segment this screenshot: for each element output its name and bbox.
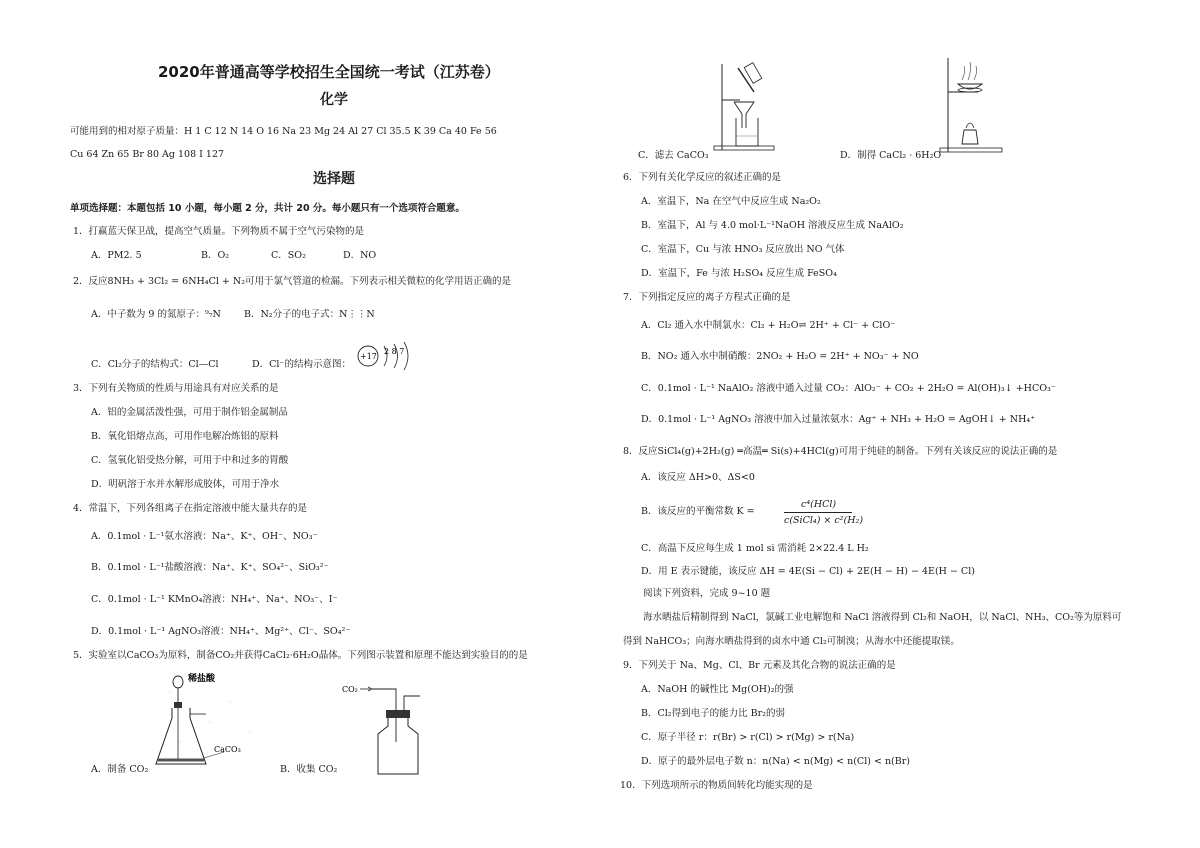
atomic-masses-line2: Cu 64 Zn 65 Br 80 Ag 108 I 127 [70,149,225,160]
q6-option-d: D．室温下，Fe 与浓 H₂SO₄ 反应生成 FeSO₄ [641,268,837,279]
q4-option-a: A．0.1mol · L⁻¹氨水溶液：Na⁺、K⁺、OH⁻、NO₃⁻ [91,531,318,542]
q3-stem: 3．下列有关物质的性质与用途具有对应关系的是 [73,383,279,394]
q5-stem: 5．实验室以CaCO₃为原料，制备CO₂并获得CaCl₂·6H₂O晶体。下列图示装置和原理不能达到实验目的的是 [73,650,528,661]
q4-stem: 4．常温下，下列各组离子在指定溶液中能大量共存的是 [73,503,308,514]
reading-line2: 得到 NaHCO₃；向海水晒盐得到的卤水中通 Cl₂可制溴；从海水中还能提取镁。 [623,636,960,647]
co2-collection-apparatus [342,682,432,776]
q8-stem: 8．反应SiCl₄(g)+2H₂(g) ═高温═ Si(s)+4HCl(g)可用于纯硅的制备。下列有关该反应的说法正确的是 [623,446,1058,457]
exam-title: 2020年普通高等学校招生全国统一考试（江苏卷） [158,63,500,81]
q9-option-b: B．Cl₂得到电子的能力比 Br₂的弱 [641,708,785,719]
q8-option-b: B．该反应的平衡常数 K = [641,506,755,517]
q2-option-d: D．Cl⁻的结构示意图： [252,359,351,370]
ion-nucleus-label: +17 [360,352,377,361]
fraction-bar [784,512,852,513]
q2-option-c: C．Cl₂分子的结构式：Cl—Cl [91,359,219,370]
q9-stem: 9．下列关于 Na、Mg、Cl、Br 元素及其化合物的说法正确的是 [623,660,896,671]
q10-stem: 10．下列选项所示的物质间转化均能实现的是 [620,780,813,791]
q3-option-c: C．氢氧化铝受热分解，可用于中和过多的胃酸 [91,455,289,466]
q3-option-d: D．明矾溶于水并水解形成胶体，可用于净水 [91,479,280,490]
ion-shell-label: 2 8 7 [384,347,405,356]
reading-intro: 阅读下列资料，完成 9~10 题 [643,588,771,599]
q9-option-a: A．NaOH 的碱性比 Mg(OH)₂的强 [641,684,794,695]
q7-option-b: B．NO₂ 通入水中制硝酸：2NO₂ + H₂O = 2H⁺ + NO₃⁻ + NO [641,351,919,362]
q5-option-a: A．制备 CO₂ [91,764,149,775]
q7-option-d: D．0.1mol · L⁻¹ AgNO₃ 溶液中加入过量浓氨水：Ag⁺ + NH₃ + H₂O = AgOH↓ + NH₄⁺ [641,414,1036,425]
q6-option-c: C．室温下，Cu 与浓 HNO₃ 反应放出 NO 气体 [641,244,845,255]
filtration-apparatus [712,62,782,152]
cl-ion-structure-diagram [356,342,426,370]
label-caco3: CaCO₃ [214,745,241,754]
q5-option-b: B．收集 CO₂ [280,764,338,775]
q2-option-a: A．中子数为 9 的氮原子：⁹₇N [91,309,221,320]
q7-option-a: A．Cl₂ 通入水中制氯水：Cl₂ + H₂O⇌ 2H⁺ + Cl⁻ + ClO⁻ [641,320,896,331]
equilibrium-constant-numerator: c⁴(HCl) [801,499,837,510]
q4-option-c: C．0.1mol · L⁻¹ KMnO₄溶液：NH₄⁺、Na⁺、NO₃⁻、I⁻ [91,594,338,605]
q7-stem: 7．下列指定反应的离子方程式正确的是 [623,292,791,303]
subject-title: 化学 [320,92,348,108]
q9-option-d: D．原子的最外层电子数 n：n(Na) < n(Mg) < n(Cl) < n(Br) [641,756,910,767]
q1-option-b: B．O₂ [201,250,230,261]
q1-option-c: C．SO₂ [271,250,306,261]
label-dilute-hcl: 稀盐酸 [188,674,216,684]
q2-option-b: B．N₂分子的电子式：N⋮⋮N [244,309,375,320]
equilibrium-constant-denominator: c(SiCl₄) × c²(H₂) [784,515,864,526]
atomic-masses-line1: 可能用到的相对原子质量：H 1 C 12 N 14 O 16 Na 23 Mg 24 Al 27 Cl 35.5 K 39 Ca 40 Fe 56 [70,126,497,137]
evaporation-apparatus [938,58,1008,154]
q4-option-d: D．0.1mol · L⁻¹ AgNO₃溶液：NH₄⁺、Mg²⁺、Cl⁻、SO₄²⁻ [91,626,351,637]
co2-generator-apparatus [150,672,280,772]
q4-option-b: B．0.1mol · L⁻¹盐酸溶液：Na⁺、K⁺、SO₄²⁻、SiO₃²⁻ [91,562,329,573]
q8-option-c: C．高温下反应每生成 1 mol si 需消耗 2×22.4 L H₂ [641,543,869,554]
q6-option-a: A．室温下，Na 在空气中反应生成 Na₂O₂ [641,196,821,207]
q8-option-a: A．该反应 ΔH>0、ΔS<0 [641,472,755,483]
q1-option-a: A．PM2. 5 [91,250,142,261]
q1-option-d: D．NO [343,250,377,261]
section-title: 选择题 [313,171,355,187]
q6-option-b: B．室温下，Al 与 4.0 mol·L⁻¹NaOH 溶液反应生成 NaAlO₂ [641,220,904,231]
q3-option-a: A．铝的金属活泼性强，可用于制作铝金属制品 [91,407,288,418]
q5-option-c: C．滤去 CaCO₃ [638,150,709,161]
section-instruction: 单项选择题：本题包括 10 小题，每小题 2 分，共计 20 分。每小题只有一个选项符合题意。 [70,203,465,214]
label-co2: CO₂ [342,685,358,694]
q2-stem: 2．反应8NH₃ + 3Cl₂ = 6NH₄Cl + N₂可用于氯气管道的检漏。下列表示相关微粒的化学用语正确的是 [73,276,512,287]
q1-stem: 1．打赢蓝天保卫战，提高空气质量。下列物质不属于空气污染物的是 [73,226,365,237]
q3-option-b: B．氧化铝熔点高，可用作电解冶炼铝的原料 [91,431,279,442]
q5-option-d: D．制得 CaCl₂ · 6H₂O [840,150,942,161]
q7-option-c: C．0.1mol · L⁻¹ NaAlO₂ 溶液中通入过量 CO₂：AlO₂⁻ + CO₂ + 2H₂O = Al(OH)₃↓ +HCO₃⁻ [641,383,1056,394]
q6-stem: 6．下列有关化学反应的叙述正确的是 [623,172,782,183]
q9-option-c: C．原子半径 r：r(Br) > r(Cl) > r(Mg) > r(Na) [641,732,855,743]
q8-option-d: D．用 E 表示键能，该反应 ΔH = 4E(Si − Cl) + 2E(H − H) − 4E(H − Cl) [641,566,975,577]
reading-line1: 海水晒盐后精制得到 NaCl，氯碱工业电解饱和 NaCl 溶液得到 Cl₂和 NaOH，以 NaCl、NH₃、CO₂等为原料可 [643,612,1122,623]
